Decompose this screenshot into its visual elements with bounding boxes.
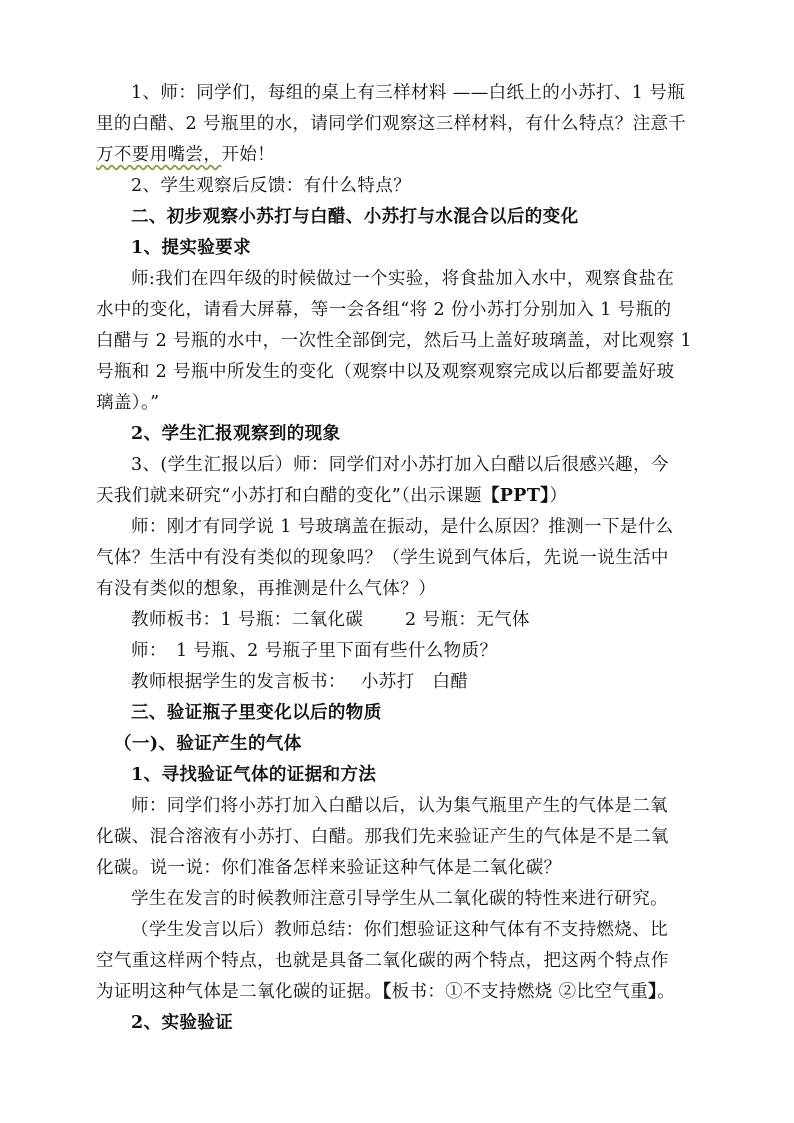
heading-3-1-2: 2、实验验证 [131,1013,234,1033]
paragraph-5-line-2: 气体？生活中有没有类似的现象吗？（学生说到气体后，先说一说生活中 [96,548,669,568]
paragraph-3-line-2: 水中的变化，请看大屏幕，等一会各组“将 2 份小苏打分别加入 1 号瓶的 [96,300,672,320]
paragraph-7: 师： 1 号瓶、2 号瓶子里下面有些什么物质？ [131,641,498,661]
paragraph-1-line-1: 1、师：同学们，每组的桌上有三样材料 ——白纸上的小苏打、1 号瓶 [131,83,686,103]
bracket-open: 【 [382,982,392,1002]
paragraph-10: 学生在发言的时候教师注意引导学生从二氧化碳的特性来进行研究。 [131,889,668,909]
spellcheck-underlined-text: 万不要用嘴尝， [96,145,222,165]
heading-3-1-1: 1、寻找验证气体的证据和方法 [131,765,377,785]
paragraph-11-line-2: 空气重这样两个特点，也就是具备二氧化碳的两个特点，把这两个特点作 [96,951,669,971]
paragraph-1-line-3-rest: 开始！ [221,145,276,165]
paragraph-9-line-2: 化碳、混合溶液有小苏打、白醋。那我们先来验证产生的气体是不是二氧 [96,827,669,847]
paragraph-11-line-3 [96,977,700,1008]
paragraph-1-line-3 [96,140,700,171]
paragraph-3-line-1: 师:我们在四年级的时候做过一个实验，将食盐加入水中，观察食盐在 [131,269,675,289]
paragraph-2: 2、学生观察后反馈：有什么特点？ [131,176,412,196]
heading-section-3: 三、验证瓶子里变化以后的物质 [131,703,382,723]
paragraph-4-line-2 [96,481,700,512]
paragraph-9-line-3: 化碳。说一说：你们准备怎样来验证这种气体是二氧化碳？ [96,858,562,878]
ppt-marker: 【PPT】 [481,486,550,506]
paragraph-4-line-2-end: ） [549,486,568,506]
paragraph-4-line-2-text: 天我们就来研究“小苏打和白醋的变化”（出示课题 [96,486,482,506]
heading-3-1: （一)、验证产生的气体 [114,734,302,754]
paragraph-11-line-3-end: 。 [657,982,676,1002]
paragraph-6: 教师板书：1 号瓶：二氧化碳 2 号瓶：无气体 [131,610,530,630]
paragraph-8: 教师根据学生的发言板书： 小苏打 白醋 [131,672,469,692]
heading-section-2: 二、初步观察小苏打与白醋、小苏打与水混合以后的变化 [131,207,579,227]
paragraph-1-line-2: 里的白醋、2 号瓶里的水，请同学们观察这三样材料，有什么特点？注意千 [96,114,687,134]
paragraph-5-line-1: 师：刚才有同学说 1 号玻璃盖在振动，是什么原因？推测一下是什么 [131,517,674,537]
paragraph-9-line-1: 师：同学们将小苏打加入白醋以后，认为集气瓶里产生的气体是二氧 [131,796,668,816]
heading-2-2: 2、学生汇报观察到的现象 [131,424,341,444]
bracket-close: 】 [648,982,658,1002]
paragraph-4-line-1: 3、(学生汇报以后）师：同学们对小苏打加入白醋以后很感兴趣，今 [131,455,669,475]
board-note: 板书：①不支持燃烧 ②比空气重 [391,982,649,1002]
paragraph-3-line-5: 璃盖）。” [96,393,160,413]
heading-2-1: 1、提实验要求 [131,238,251,258]
paragraph-11-line-3-text: 为证明这种气体是二氧化碳的证据。 [96,982,383,1002]
document-page [96,78,700,1039]
paragraph-3-line-3: 白醋与 2 号瓶的水中，一次性全部倒完，然后马上盖好玻璃盖，对比观察 1 [96,331,692,351]
paragraph-3-line-4: 号瓶和 2 号瓶中所发生的变化（观察中以及观察观察完成以后都要盖好玻 [96,362,675,382]
paragraph-5-line-3: 有没有类似的想象，再推测是什么气体？） [96,579,437,599]
paragraph-11-line-1: （学生发言以后）教师总结：你们想验证这种气体有不支持燃烧、比 [131,920,668,940]
